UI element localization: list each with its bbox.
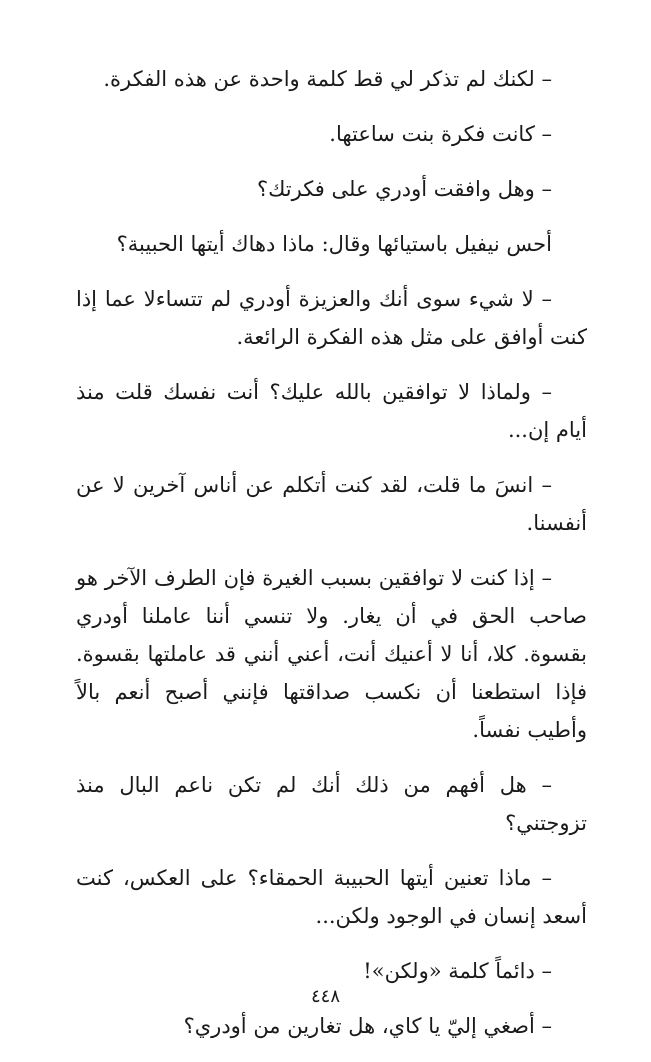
dialogue-line: – انسَ ما قلت، لقد كنت أتكلم عن أناس آخرين لا عن أنفسنا. bbox=[76, 473, 587, 535]
dialogue-line: – ماذا تعنين أيتها الحبيبة الحمقاء؟ على العكس، كنت أسعد إنسان في الوجود ولكن... bbox=[76, 866, 587, 928]
page-number: ٤٤٨ bbox=[310, 986, 340, 1007]
dialogue-line: – دائماً كلمة «ولكن»! bbox=[363, 959, 552, 983]
body-text bbox=[76, 60, 587, 1062]
dialogue-line: – كانت فكرة بنت ساعتها. bbox=[329, 122, 552, 146]
dialogue-line: – ولماذا لا توافقين بالله عليك؟ أنت نفسك قلت منذ أيام إن... bbox=[76, 380, 587, 442]
dialogue-line: – لا شيء سوى أنك والعزيزة أودري لم تتساءلا عما إذا كنت أوافق على مثل هذه الفكرة الرائعة. bbox=[76, 287, 587, 349]
narration-line: أحس نيفيل باستيائها وقال: ماذا دهاك أيتها الحبيبة؟ bbox=[116, 232, 552, 256]
dialogue-line: – وهل وافقت أودري على فكرتك؟ bbox=[256, 177, 552, 201]
dialogue-line: – أصغي إليّ يا كاي، هل تغارين من أودري؟ bbox=[183, 1014, 552, 1038]
dialogue-line: – هل أفهم من ذلك أنك لم تكن ناعم البال منذ تزوجتني؟ bbox=[76, 773, 587, 835]
dialogue-line: – إذا كنت لا توافقين بسبب الغيرة فإن الطرف الآخر هو صاحب الحق في أن يغار. ولا تنسي أننا عاملنا أودري بقسوة. كلا، أنا لا أعنيك أنت، أعني أنني قد عاملتها بقسوة. فإذا استطعنا أن نكسب صداقتها فإنني أصبح أنعم بالاً وأطيب نفساً. bbox=[76, 566, 587, 742]
dialogue-line: – لكنك لم تذكر لي قط كلمة واحدة عن هذه الفكرة. bbox=[103, 67, 552, 91]
